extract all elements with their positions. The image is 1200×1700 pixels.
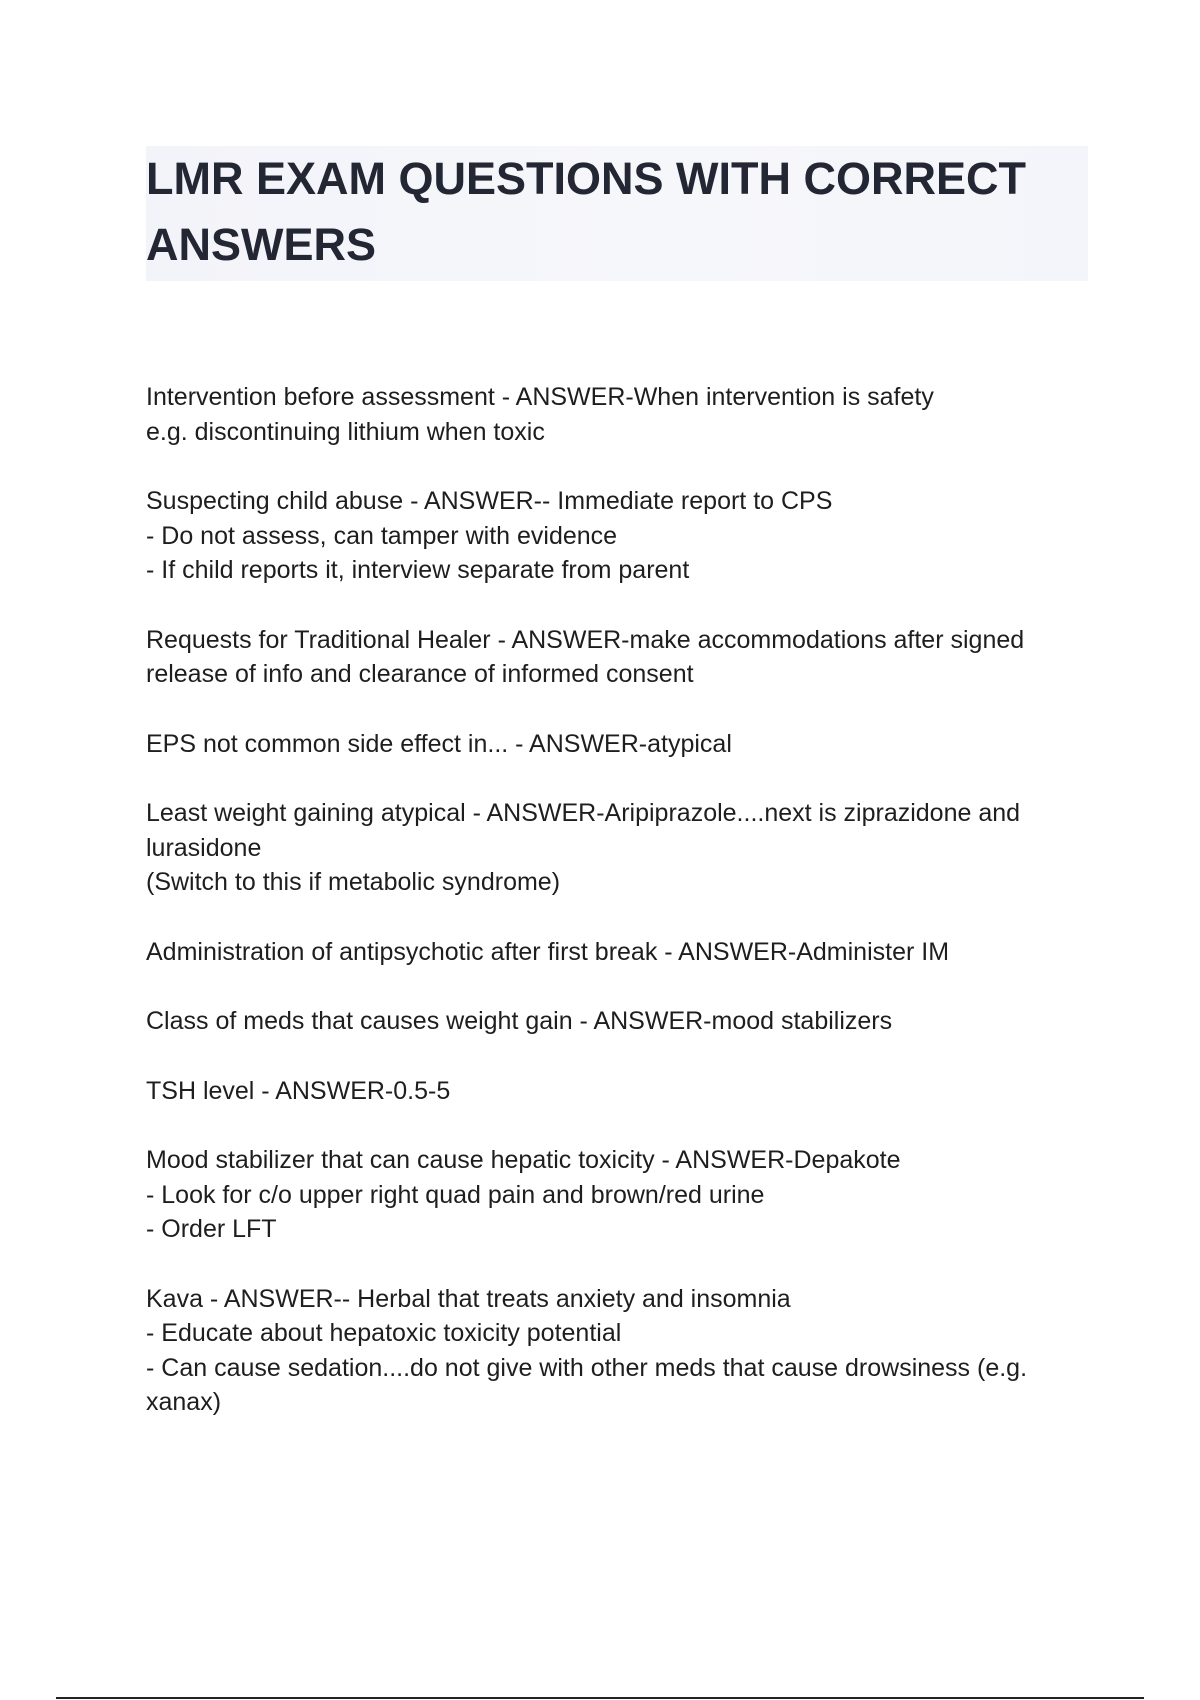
qa-line: Mood stabilizer that can cause hepatic toxicity - ANSWER-Depakote [146, 1146, 901, 1174]
qa-line: - Do not assess, can tamper with evidence [146, 521, 618, 550]
qa-item-7 [146, 1004, 1086, 1039]
qa-line: - Educate about hepatoxic toxicity potential [146, 1319, 622, 1347]
qa-item-1 [146, 380, 1086, 449]
qa-item-8 [146, 1074, 1086, 1109]
qa-line: Class of meds that causes weight gain - ANSWER-mood stabilizers [146, 1007, 893, 1035]
qa-line: EPS not common side effect in... - ANSWER-atypical [146, 729, 732, 758]
qa-line: Requests for Traditional Healer - ANSWER-make accommodations after signed release of info and clearance of informed consent [146, 625, 1025, 688]
qa-item-10 [146, 1282, 1086, 1420]
qa-line: Kava - ANSWER-- Herbal that treats anxiety and insomnia [146, 1284, 791, 1313]
qa-item-2 [146, 484, 1086, 588]
qa-line: Least weight gaining atypical - ANSWER-Aripiprazole....next is ziprazidone and lurasidone [146, 799, 1021, 862]
qa-item-9 [146, 1143, 1086, 1247]
qa-line: - Look for c/o upper right quad pain and brown/red urine [146, 1180, 765, 1209]
qa-item-3 [146, 623, 1086, 692]
qa-item-6 [146, 935, 1086, 970]
qa-line: Intervention before assessment - ANSWER-When intervention is safety [146, 383, 934, 411]
qa-line: e.g. discontinuing lithium when toxic [146, 417, 545, 446]
qa-line: TSH level - ANSWER-0.5-5 [146, 1076, 451, 1105]
qa-line: (Switch to this if metabolic syndrome) [146, 868, 561, 896]
footer-divider [56, 1697, 1144, 1699]
qa-item-4 [146, 727, 1086, 762]
qa-line: - If child reports it, interview separate from parent [146, 556, 690, 584]
qa-line: Suspecting child abuse - ANSWER-- Immediate report to CPS [146, 487, 833, 515]
page-title: LMR EXAM QUESTIONS WITH CORRECT ANSWERS [146, 153, 1026, 270]
qa-item-5 [146, 796, 1086, 900]
qa-list [146, 380, 1086, 1455]
qa-line: Administration of antipsychotic after first break - ANSWER-Administer IM [146, 937, 950, 966]
qa-line: - Order LFT [146, 1215, 277, 1243]
qa-line: - Can cause sedation....do not give with other meds that cause drowsiness (e.g. xanax) [146, 1353, 1028, 1416]
